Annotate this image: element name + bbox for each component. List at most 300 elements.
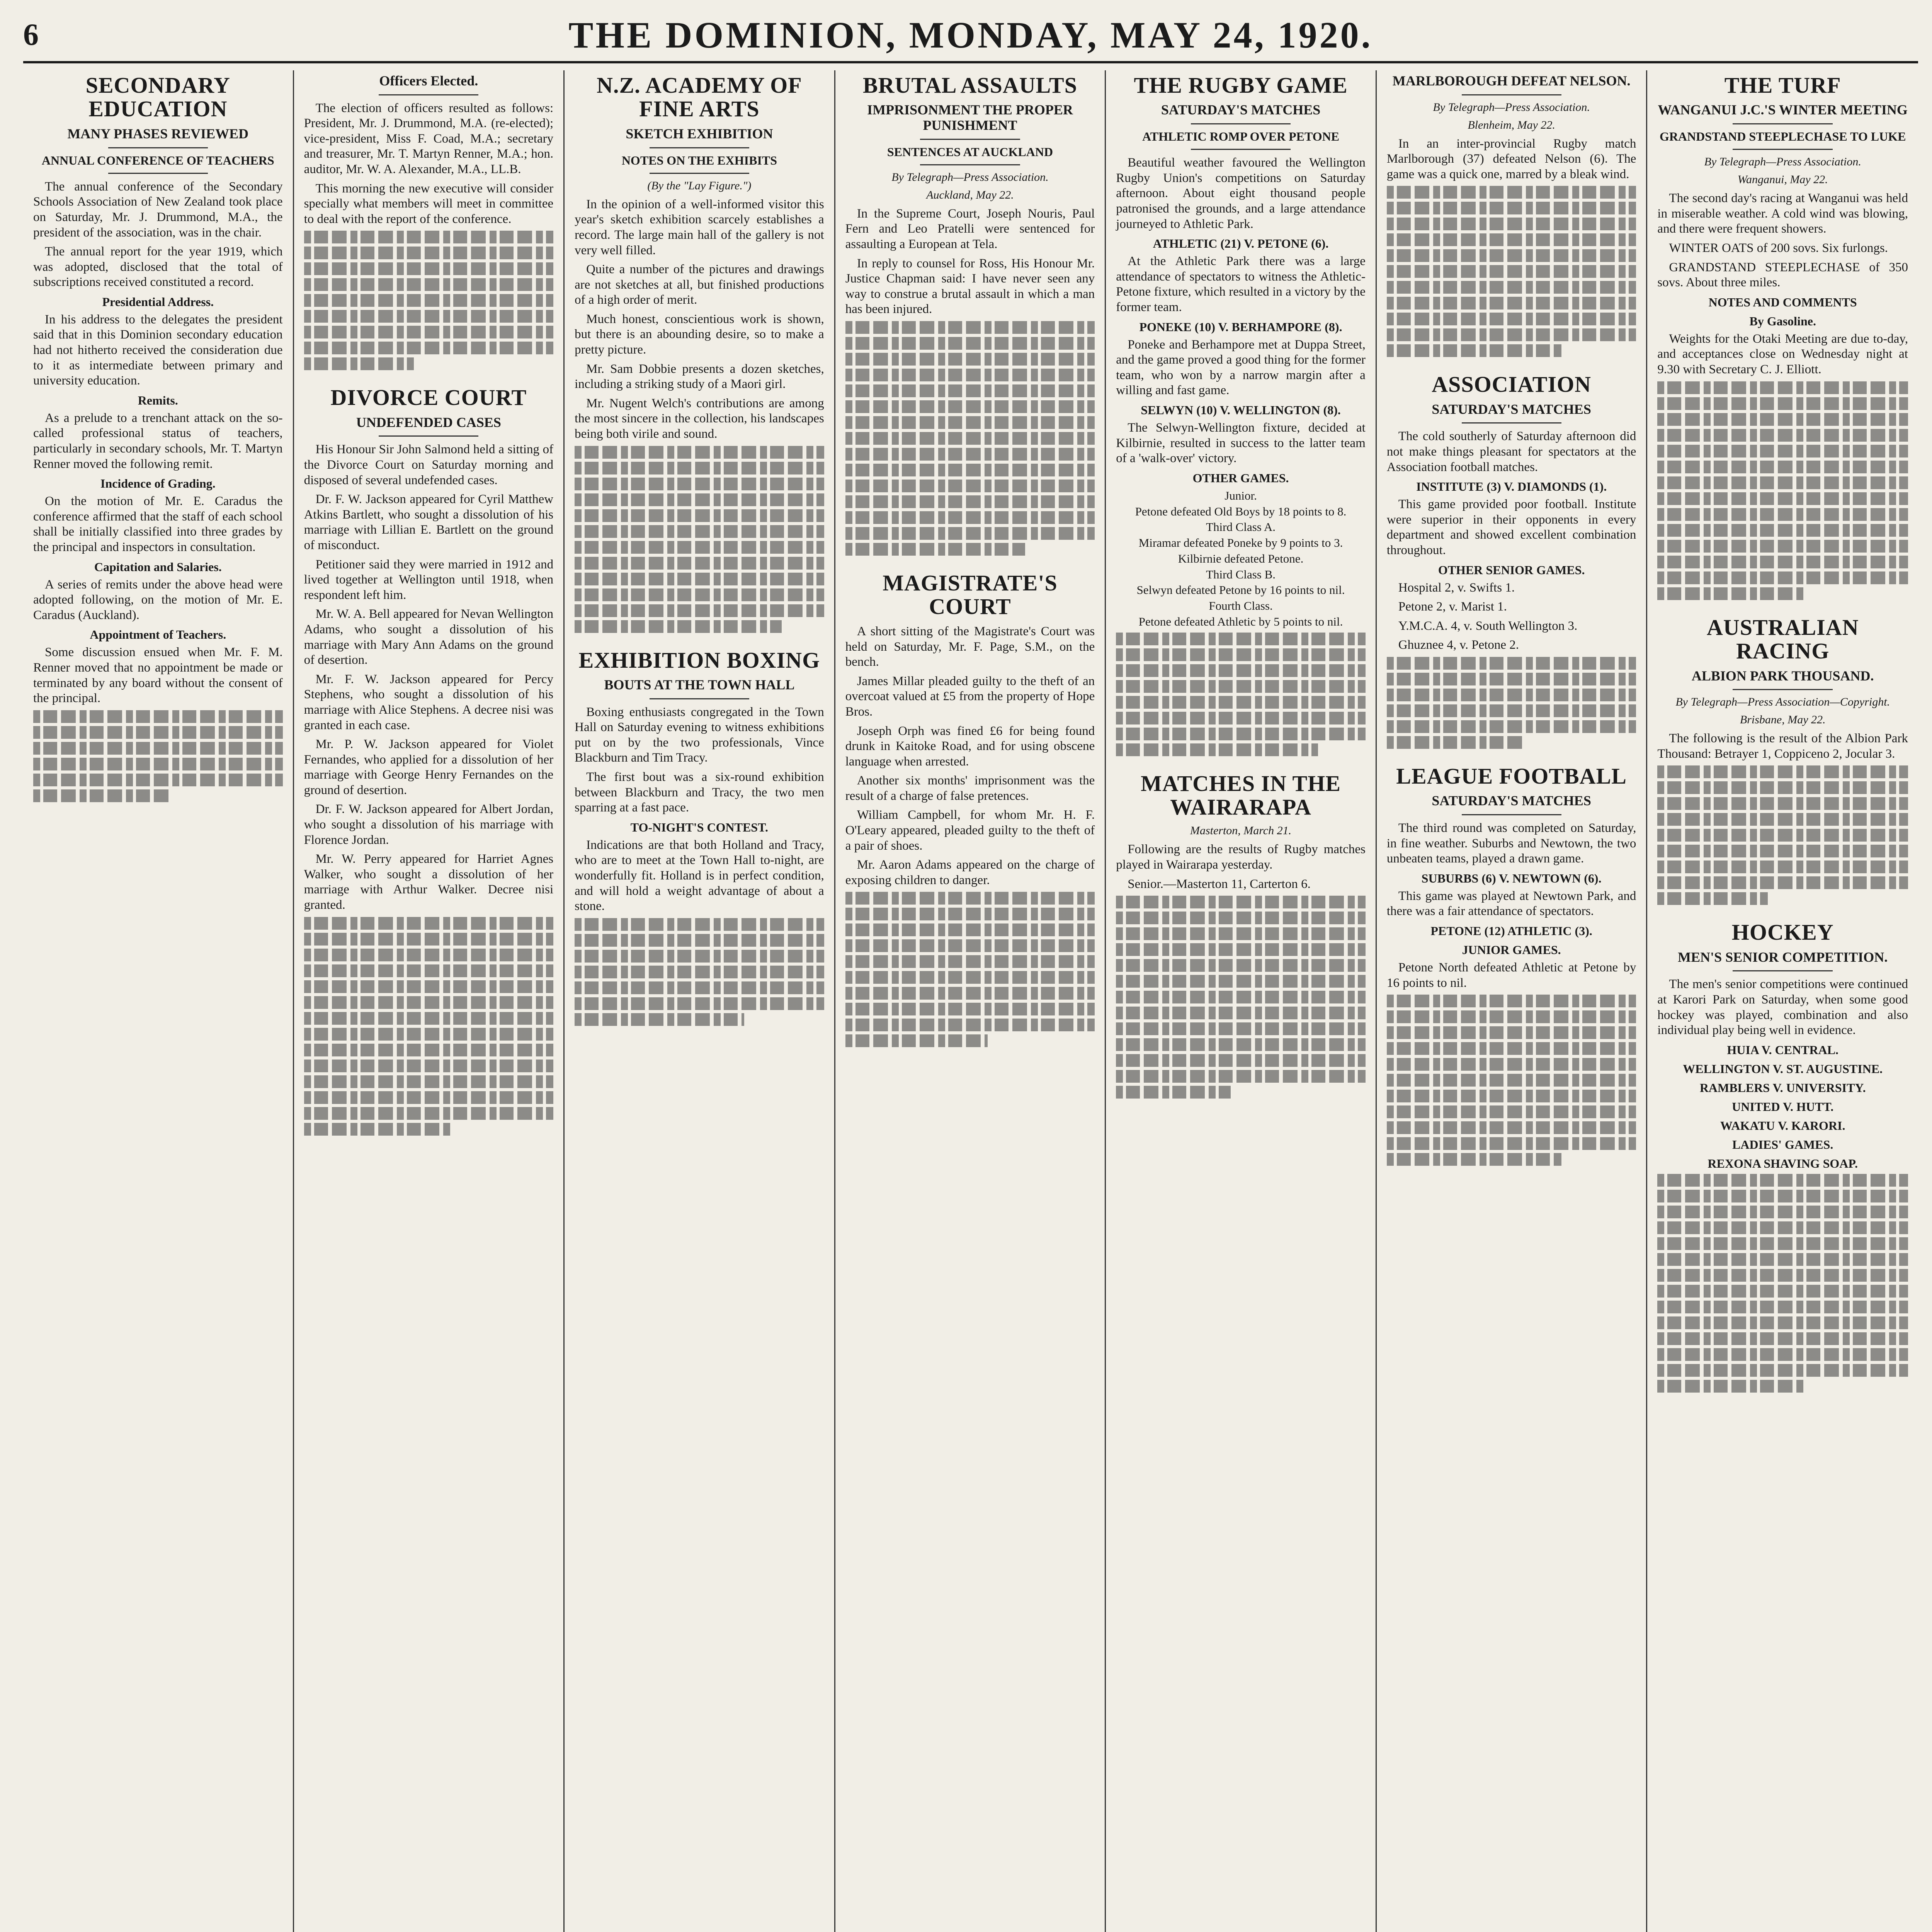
newspaper-title: THE DOMINION, MONDAY, MAY 24, 1920. [568, 14, 1373, 56]
paragraph: Much honest, conscientious work is shown, but there is an abounding desire, so to make a pretty picture. [575, 312, 824, 357]
section-subheading: Capitation and Salaries. [94, 560, 222, 574]
section-subheading: UNITED V. HUTT. [1732, 1099, 1834, 1114]
text-line [1657, 765, 1908, 778]
paragraph: Weights for the Otaki Meeting are due to-day, and acceptances close on Wednesday night at 9.30 with Secretary C. J. Elliott. [1657, 332, 1908, 376]
small-print-lines [304, 917, 554, 1136]
text-line [1116, 680, 1366, 693]
article-subheadline: ALBION PARK THOUSAND. [1691, 668, 1874, 684]
article-headline: DIVORCE COURT [330, 385, 527, 410]
text-line [33, 789, 170, 802]
text-line [304, 949, 554, 961]
text-line [1387, 249, 1636, 262]
section-subheading: PONEKE (10) V. BERHAMPORE (8). [1139, 320, 1342, 334]
text-line [1116, 1070, 1366, 1083]
text-line [575, 493, 824, 506]
paragraph: A short sitting of the Magistrate's Court was held on Saturday, Mr. F. Page, S.M., on the bench. [845, 624, 1095, 669]
text-line [1387, 328, 1636, 341]
article-subheadline: MEN'S SENIOR COMPETITION. [1678, 949, 1888, 965]
text-line [1657, 1316, 1908, 1329]
text-line [1116, 1022, 1366, 1035]
section-subheading: SUBURBS (6) V. NEWTOWN (6). [1421, 871, 1602, 885]
article [575, 648, 824, 1026]
text-line [1387, 344, 1561, 357]
article [1387, 73, 1636, 357]
text-line [1657, 1285, 1908, 1298]
paragraph: Beautiful weather favoured the Wellington Rugby Union's competitions on Saturday afternoon. About eight thousand people patronised the grounds, and a large attendance journeyed to Athletic Park. [1116, 156, 1366, 231]
article-subheadline: SATURDAY'S MATCHES [1432, 793, 1591, 809]
text-line [304, 933, 554, 946]
text-line [1657, 1348, 1908, 1361]
match-result: Petone defeated Old Boys by 18 points to 8. [1135, 504, 1347, 518]
text-line [1387, 1010, 1636, 1023]
divider [920, 139, 1020, 140]
text-line [304, 1060, 554, 1072]
text-line [1657, 508, 1908, 521]
divider [379, 94, 478, 95]
section-subheading: PETONE (12) ATHLETIC (3). [1430, 924, 1592, 938]
divider [1733, 970, 1833, 971]
text-line [1657, 1301, 1908, 1313]
text-line [575, 462, 824, 474]
text-line [1387, 1026, 1636, 1039]
paragraph: The following is the result of the Albion Park Thousand: Betrayer 1, Coppiceno 2, Jocular 3. [1657, 731, 1908, 761]
text-line [1657, 829, 1908, 842]
paragraph: Another six months' imprisonment was the result of a charge of false pretences. [845, 774, 1095, 803]
text-line [1116, 633, 1366, 645]
paragraph: Senior.—Masterton 11, Carterton 6. [1128, 877, 1311, 891]
article [575, 73, 824, 633]
article-headline: ASSOCIATION [1432, 372, 1592, 397]
text-line [304, 342, 554, 354]
text-line [845, 480, 1095, 492]
column-1 [23, 70, 294, 1932]
text-line [1387, 1042, 1636, 1055]
article [304, 73, 554, 370]
article-subheadline: GRANDSTAND STEEPLECHASE TO LUKE [1659, 129, 1906, 144]
text-line [304, 1028, 554, 1041]
text-line [1657, 876, 1908, 889]
article [1387, 764, 1636, 1166]
divider [1191, 149, 1291, 150]
text-line [1657, 1237, 1908, 1250]
article [1657, 73, 1908, 600]
text-line [575, 541, 824, 554]
article-headline: N.Z. ACADEMY OF FINE ARTS [597, 73, 802, 122]
paragraph: The annual report for the year 1919, which was adopted, disclosed that the total of subscriptions received constituted a record. [33, 245, 283, 289]
small-print-lines [1387, 995, 1636, 1166]
paragraph: This game provided poor football. Institute were superior in their opponents in every department and showed excellent combination throughout. [1386, 497, 1636, 557]
text-line [575, 934, 824, 947]
text-line [1657, 892, 1767, 905]
masthead-rule [23, 61, 1918, 63]
text-line [845, 1019, 1095, 1031]
paragraph: As a prelude to a trenchant attack on the so-called professional status of teachers, particularly in secondary schools, Mr. T. Martyn Renner moved the following remit. [33, 411, 283, 471]
section-subheading: TO-NIGHT'S CONTEST. [630, 820, 769, 834]
text-line [1657, 524, 1908, 537]
text-line [304, 996, 554, 1009]
text-line [1387, 689, 1636, 701]
match-result: Junior. [1225, 488, 1257, 502]
section-subheading: WELLINGTON V. ST. AUGUSTINE. [1683, 1061, 1883, 1076]
paragraph: In an inter-provincial Rugby match Marlborough (37) defeated Nelson (6). The game was a quick one, marred by a bleak wind. [1386, 136, 1636, 181]
text-line [304, 964, 554, 977]
text-line [845, 527, 1095, 540]
dateline: By Telegraph—Press Association. [1704, 155, 1861, 168]
text-line [575, 918, 824, 931]
text-line [33, 726, 283, 739]
match-result: Third Class A. [1206, 520, 1276, 534]
text-line [1116, 1007, 1366, 1019]
text-line [33, 710, 283, 723]
paragraph: In the opinion of a well-informed visitor this year's sketch exhibition scarcely establishes a record. The large main hall of the gallery is not very well filled. [575, 197, 824, 257]
text-line [1657, 476, 1908, 489]
text-line [575, 950, 824, 963]
text-line [304, 231, 554, 243]
small-print-lines [845, 321, 1095, 556]
article-subheadline: MANY PHASES REVIEWED [67, 126, 249, 141]
paragraph: GRANDSTAND STEEPLECHASE of 350 sovs. About three miles. [1657, 260, 1908, 290]
divider [1462, 422, 1561, 423]
text-line [1657, 1269, 1908, 1282]
article [845, 73, 1095, 556]
text-line [1116, 648, 1366, 661]
text-line [1116, 959, 1366, 972]
divider [650, 147, 749, 148]
text-line [1387, 1090, 1636, 1102]
text-line [1657, 381, 1908, 394]
text-line [1387, 1153, 1561, 1166]
column-7 [1647, 70, 1918, 1932]
text-line [33, 758, 283, 770]
text-line [33, 742, 283, 755]
paragraph: Mr. W. A. Bell appeared for Nevan Wellington Adams, who sought a dissolution of his marriage with Mary Ann Adams on the ground of desertion. [304, 607, 554, 667]
text-line [1657, 413, 1908, 426]
article-subheadline: SENTENCES AT AUCKLAND [887, 145, 1053, 159]
text-line [1387, 720, 1636, 733]
divider [650, 698, 749, 699]
paragraph: Petitioner said they were married in 1912 and lived together at Wellington until 1918, when respondent left him. [304, 557, 554, 602]
divider [379, 435, 478, 437]
text-line [575, 966, 824, 978]
dateline: Auckland, May 22. [926, 188, 1014, 201]
section-subheading: JUNIOR GAMES. [1462, 943, 1561, 957]
article-headline: MAGISTRATE'S COURT [883, 570, 1058, 619]
section-subheading: INSTITUTE (3) V. DIAMONDS (1). [1416, 480, 1607, 494]
paragraph: The election of officers resulted as follows: President, Mr. J. Drummond, M.A. (re-elected); vice-president, Miss F. Coad, M.A.; secretary and treasurer, Mr. T. Martyn Renner, M.A.; hon. auditor, Mr. W. A. Alexander, M.A., LL.B. [304, 101, 554, 176]
small-print-lines [1657, 1174, 1908, 1393]
text-line [1387, 673, 1636, 685]
section-subheading: Presidential Address. [102, 294, 214, 309]
divider [108, 147, 208, 148]
divider [1462, 94, 1561, 95]
paragraph: On the motion of Mr. E. Caradus the conference affirmed that the staff of each school shall be initially classified into three grades by the principal and inspectors in consultation. [33, 494, 283, 554]
paragraph: The men's senior competitions were continued at Karori Park on Saturday, when some good hockey was played, combination and also individual play being well in evidence. [1657, 977, 1908, 1037]
article [1657, 616, 1908, 905]
article-headline: HOCKEY [1731, 920, 1834, 945]
text-line [575, 997, 824, 1010]
masthead [23, 12, 1918, 58]
small-print-lines [845, 892, 1095, 1047]
section-subheading: SELWYN (10) V. WELLINGTON (8). [1141, 403, 1341, 417]
paragraph: The Selwyn-Wellington fixture, decided at Kilbirnie, resulted in success to the latter team of a 'walk-over' victory. [1116, 420, 1366, 466]
divider [108, 173, 208, 174]
text-line [1116, 896, 1366, 908]
text-line [845, 923, 1095, 936]
text-line [575, 620, 782, 633]
section-subheading: Remits. [138, 393, 178, 407]
text-line [1387, 1121, 1636, 1134]
dateline: Wanganui, May 22. [1737, 173, 1828, 186]
paragraph: Mr. P. W. Jackson appeared for Violet Fernandes, who applied for a dissolution of her marriage with George Henry Fernandes on the ground of desertion. [304, 737, 554, 797]
paragraph: Joseph Orph was fined £6 for being found drunk in Kaitoke Road, and for using obscene language when arrested. [845, 724, 1095, 769]
text-line [1657, 429, 1908, 442]
paragraph: The second day's racing at Wanganui was held in miserable weather. A cold wind was blowing, and there were frequent showers. [1657, 191, 1908, 236]
text-line [845, 448, 1095, 461]
text-line [845, 543, 1025, 556]
article-subheadline: SATURDAY'S MATCHES [1161, 102, 1321, 118]
dateline: (By the "Lay Figure.") [647, 179, 752, 192]
paragraph: The cold southerly of Saturday afternoon did not make things pleasant for spectators at the Association football matches. [1386, 429, 1636, 474]
paragraph: This morning the new executive will consider specially what members will meet in committee to deal with the report of the conference. [304, 181, 554, 226]
text-line [1657, 397, 1908, 410]
article [845, 571, 1095, 1047]
text-line [1657, 845, 1908, 857]
text-line [575, 478, 824, 490]
text-line [1116, 927, 1366, 940]
paragraph: William Campbell, for whom Mr. H. F. O'Leary appeared, pleaded guilty to the theft of a pair of shoes. [845, 808, 1095, 853]
text-line [845, 432, 1095, 445]
article-headline: EXHIBITION BOXING [578, 647, 820, 673]
section-subheading: OTHER SENIOR GAMES. [1438, 563, 1585, 577]
dateline: Brisbane, May 22. [1740, 713, 1826, 726]
text-line [1657, 1221, 1908, 1234]
article-subheadline: SATURDAY'S MATCHES [1432, 401, 1591, 417]
article-headline: THE TURF [1724, 73, 1841, 98]
text-line [845, 384, 1095, 397]
paragraph: The third round was completed on Saturday, in fine weather. Suburbs and Newtown, the two unbeaten teams, played a drawn game. [1386, 821, 1636, 866]
text-line [1387, 218, 1636, 230]
text-line [1387, 704, 1636, 717]
article-headline: AUSTRALIAN RACING [1706, 614, 1859, 664]
text-line [1657, 461, 1908, 473]
text-line [1657, 1380, 1805, 1393]
text-line [1657, 1174, 1908, 1187]
paragraph: Dr. F. W. Jackson appeared for Cyril Matthew Atkins Bartlett, who sought a dissolution of his marriage with Lillian E. Bartlett on the ground of misconduct. [304, 492, 554, 552]
article-headline: THE RUGBY GAME [1134, 73, 1348, 98]
text-line [1387, 1137, 1636, 1150]
dateline: Blenheim, May 22. [1468, 118, 1555, 131]
text-line [845, 495, 1095, 508]
paragraph: Poneke and Berhampore met at Duppa Street, and the game proved a good thing for the former team, who won by a narrow margin after a willing and fast game. [1116, 337, 1366, 398]
section-subheading: Incidence of Grading. [100, 476, 216, 491]
text-line [575, 1013, 744, 1026]
paragraph: The first bout was a six-round exhibition between Blackburn and Tracy, the two men sparring at a fast pace. [575, 770, 824, 815]
text-line [304, 357, 414, 370]
section-subheading: HUIA V. CENTRAL. [1727, 1043, 1839, 1057]
article-headline: BRUTAL ASSAULTS [863, 73, 1077, 98]
text-line [304, 1123, 451, 1136]
text-line [845, 987, 1095, 1000]
article-subheadline: ANNUAL CONFERENCE OF TEACHERS [41, 153, 274, 167]
text-line [1116, 664, 1366, 677]
text-line [845, 892, 1095, 905]
text-line [1116, 743, 1318, 756]
match-result: Selwyn defeated Petone by 16 points to nil. [1136, 583, 1345, 597]
text-line [304, 310, 554, 323]
article-subheadline: BOUTS AT THE TOWN HALL [604, 677, 795, 693]
text-line [1657, 797, 1908, 810]
small-print-lines [1116, 896, 1366, 1099]
text-line [304, 247, 554, 259]
text-line [1116, 975, 1366, 988]
text-line [1657, 540, 1908, 553]
column-4 [835, 70, 1106, 1932]
small-print-lines [1116, 633, 1366, 756]
column-3 [565, 70, 835, 1932]
paragraph: Dr. F. W. Jackson appeared for Albert Jordan, who sought a dissolution of his marriage with Florence Jordan. [304, 802, 554, 847]
text-line [304, 1012, 554, 1025]
small-print-lines [575, 446, 824, 633]
text-line [1387, 1074, 1636, 1087]
article-subheadline: ATHLETIC ROMP OVER PETONE [1142, 129, 1340, 144]
article-headline: SECONDARY EDUCATION [85, 73, 230, 122]
divider [1733, 149, 1833, 150]
text-line [304, 1091, 554, 1104]
text-line [845, 416, 1095, 429]
text-line [845, 1003, 1095, 1015]
text-line [1387, 265, 1636, 278]
article [1657, 920, 1908, 1392]
section-subheading: REXONA SHAVING SOAP. [1708, 1156, 1858, 1170]
text-line [845, 1034, 988, 1047]
text-line [575, 557, 824, 570]
article-subheadline: Officers Elected. [379, 73, 478, 88]
text-line [1387, 233, 1636, 246]
paragraph: Some discussion ensued when Mr. F. M. Renner moved that no appointment be made or terminated by any board without the consent of the principal. [33, 645, 283, 706]
text-line [1657, 781, 1908, 794]
text-line [304, 1075, 554, 1088]
column-2 [294, 70, 565, 1932]
text-line [1657, 1206, 1908, 1218]
paragraph: Mr. Aaron Adams appeared on the charge of exposing children to danger. [845, 858, 1095, 887]
text-line [1657, 1253, 1908, 1266]
text-line [1657, 492, 1908, 505]
text-line [304, 262, 554, 275]
text-line [304, 1044, 554, 1056]
paragraph: Quite a number of the pictures and drawings are not sketches at all, but finished productions of a high order of merit. [575, 262, 824, 307]
text-line [1387, 995, 1636, 1007]
article [304, 386, 554, 1135]
text-line [575, 981, 824, 994]
text-line [845, 939, 1095, 952]
text-line [1657, 813, 1908, 826]
section-subheading: Appointment of Teachers. [90, 628, 226, 642]
text-line [845, 955, 1095, 968]
small-print-lines [575, 918, 824, 1026]
paragraph: A series of remits under the above head were adopted following, on the motion of Mr. E. Caradus (Auckland). [33, 577, 283, 622]
text-line [845, 400, 1095, 413]
section-subheading: WAKATU V. KARORI. [1720, 1118, 1845, 1133]
small-print-lines [1387, 186, 1636, 357]
paragraph: Following are the results of Rugby matches played in Wairarapa yesterday. [1116, 842, 1366, 872]
section-subheading: By Gasoline. [1749, 314, 1816, 328]
paragraph: Mr. F. W. Jackson appeared for Percy Stephens, who sought a dissolution of his marriage with Alice Stephens. A decree nisi was granted in each case. [304, 672, 554, 732]
text-line [575, 525, 824, 538]
divider [920, 164, 1020, 165]
columns [23, 70, 1918, 1932]
small-print-lines [1657, 381, 1908, 600]
text-line [1657, 445, 1908, 457]
paragraph: Boxing enthusiasts congregated in the Town Hall on Saturday evening to witness exhibitions put on by the two professionals, Vince Blackburn and Tim Tracy. [575, 705, 824, 765]
text-line [575, 604, 824, 617]
text-line [1116, 1054, 1366, 1067]
text-line [845, 369, 1095, 381]
text-line [1387, 313, 1636, 325]
section-subheading: RAMBLERS V. UNIVERSITY. [1699, 1080, 1866, 1095]
small-print-lines [304, 231, 554, 370]
article [1116, 772, 1366, 1099]
column-6 [1377, 70, 1648, 1932]
text-line [845, 971, 1095, 984]
paragraph: In reply to counsel for Ross, His Honour Mr. Justice Chapman said: I have never seen any way to construe a brutal assault in which a man has been injured. [845, 256, 1095, 316]
paragraph: Indications are that both Holland and Tracy, who are to meet at the Town Hall to-night, are wonderfully fit. Holland is in perfect condition, and will hold a weight advantage of about a stone. [575, 838, 824, 913]
article [1387, 372, 1636, 749]
text-line [1116, 1086, 1231, 1099]
paragraph: Y.M.C.A. 4, v. South Wellington 3. [1398, 619, 1578, 633]
text-line [1657, 1190, 1908, 1202]
small-print-lines [1387, 657, 1636, 749]
match-result: Kilbirnie defeated Petone. [1178, 551, 1304, 565]
dateline: Masterton, March 21. [1190, 824, 1292, 837]
paragraph: Mr. Nugent Welch's contributions are among the most sincere in the collection, his landscapes being both virile and sound. [575, 396, 824, 441]
text-line [845, 321, 1095, 334]
text-line [1116, 712, 1366, 724]
text-line [1657, 1364, 1908, 1377]
paragraph: The annual conference of the Secondary Schools Association of New Zealand took place on Saturday, Mr. J. Drummond, M.A., the president of the association, was in the chair. [33, 179, 283, 240]
match-result: Fourth Class. [1209, 599, 1273, 612]
text-line [845, 464, 1095, 476]
article-subheadline: MARLBOROUGH DEFEAT NELSON. [1392, 73, 1631, 88]
paragraph: Hospital 2, v. Swifts 1. [1398, 580, 1515, 595]
text-line [1657, 587, 1805, 600]
text-line [304, 917, 554, 930]
text-line [1387, 186, 1636, 199]
text-line [845, 908, 1095, 920]
section-subheading: OTHER GAMES. [1192, 471, 1289, 485]
paragraph: Petone 2, v. Marist 1. [1398, 600, 1507, 614]
match-result: Miramar defeated Poneke by 9 points to 3. [1138, 536, 1343, 549]
section-subheading: NOTES AND COMMENTS [1708, 295, 1857, 309]
paragraph: Mr. W. Perry appeared for Harriet Agnes Walker, who sought a dissolution of her marriage with Arthur Walker. Decree nisi granted. [304, 852, 554, 912]
text-line [575, 509, 824, 522]
article-subheadline: IMPRISONMENT THE PROPER PUNISHMENT [867, 102, 1073, 133]
text-line [1116, 991, 1366, 1003]
article-subheadline: NOTES ON THE EXHIBITS [621, 153, 777, 167]
text-line [1387, 657, 1636, 670]
match-result: Third Class B. [1206, 567, 1276, 581]
paragraph: WINTER OATS of 200 sovs. Six furlongs. [1669, 241, 1888, 255]
column-5 [1106, 70, 1377, 1932]
divider [1733, 689, 1833, 690]
paragraph: Petone North defeated Athletic at Petone by 16 points to nil. [1386, 961, 1636, 990]
article-subheadline: WANGANUI J.C.'S WINTER MEETING [1658, 102, 1908, 118]
divider [1191, 123, 1291, 124]
text-line [575, 588, 824, 601]
small-print-lines [1657, 765, 1908, 905]
paragraph: This game was played at Newtown Park, and there was a fair attendance of spectators. [1386, 889, 1636, 918]
dateline: By Telegraph—Press Association—Copyright. [1675, 696, 1890, 709]
paragraph: Ghuznee 4, v. Petone 2. [1398, 638, 1519, 652]
